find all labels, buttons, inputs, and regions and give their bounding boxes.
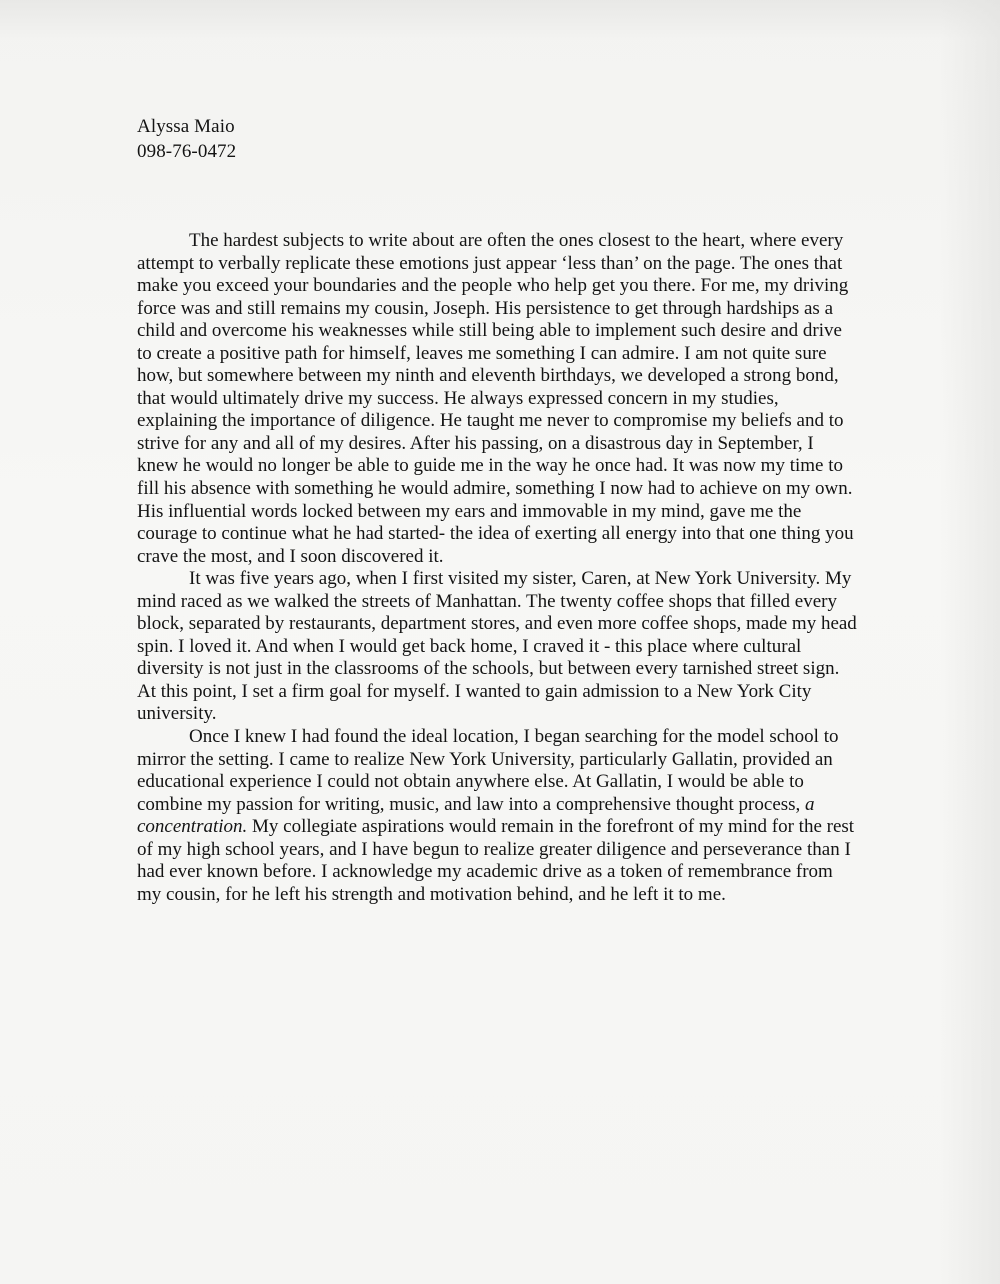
essay-paragraph-3-start: Once I knew I had found the ideal location, I began searching for the model school to mirror the setting. I came to realize New York University, particularly Gallatin, provided an educational experience I could not obtain anywhere else. At Gallatin, I would be able to combine my passion for writing, music, and law into a comprehensive thought process, [137, 726, 839, 815]
essay-paragraph-3-end: My collegiate aspirations would remain in the forefront of my mind for the rest of my high school years, and I have begun to realize greater diligence and perseverance than I had ever known before. I acknowledge my academic drive as a token of remembrance from my cousin, for he left his strength and motivation behind, and he left it to me. [137, 816, 855, 905]
author-name: Alyssa Maio [137, 116, 235, 137]
scan-shading-right [940, 0, 1000, 1284]
essay-paragraph-2: It was five years ago, when I first visited my sister, Caren, at New York University. My mind raced as we walked the streets of Manhattan. The twenty coffee shops that filled every block, separated by restaurants, department stores, and even more coffee shops, made my head spin. I loved it. And when I would get back home, I craved it - this place where cultural diversity is not just in the classrooms of the schools, but between every tarnished street sign. At this point, I set a firm goal for myself. I wanted to gain admission to a New York City university. [137, 568, 857, 725]
essay-italic-phrase: a concentration. [137, 793, 815, 838]
scan-shading-top [0, 0, 1000, 40]
author-id-number: 098-76-0472 [137, 141, 237, 162]
author-header [137, 114, 236, 164]
essay-paragraph-3 [137, 726, 857, 906]
essay-body [137, 230, 857, 906]
essay-paragraph-1: The hardest subjects to write about are often the ones closest to the heart, where every attempt to verbally replicate these emotions just appear ‘less than’ on the page. The ones that make you exceed your boundaries and the people who help get you there. For me, my driving force was and still remains my cousin, Joseph. His persistence to get through hardships as a child and overcome his weaknesses while still being able to implement such desire and drive to create a positive path for himself, leaves me something I can admire. I am not quite sure how, but somewhere between my ninth and eleventh birthdays, we developed a strong bond, that would ultimately drive my success. He always expressed concern in my studies, explaining the importance of diligence. He taught me never to compromise my beliefs and to strive for any and all of my desires. After his passing, on a disastrous day in September, I knew he would no longer be able to guide me in the way he once had. It was now my time to fill his absence with something he would admire, something I now had to achieve on my own. His influential words locked between my ears and immovable in my mind, gave me the courage to continue what he had started- the idea of exerting all energy into that one thing you crave the most, and I soon discovered it. [137, 230, 854, 567]
